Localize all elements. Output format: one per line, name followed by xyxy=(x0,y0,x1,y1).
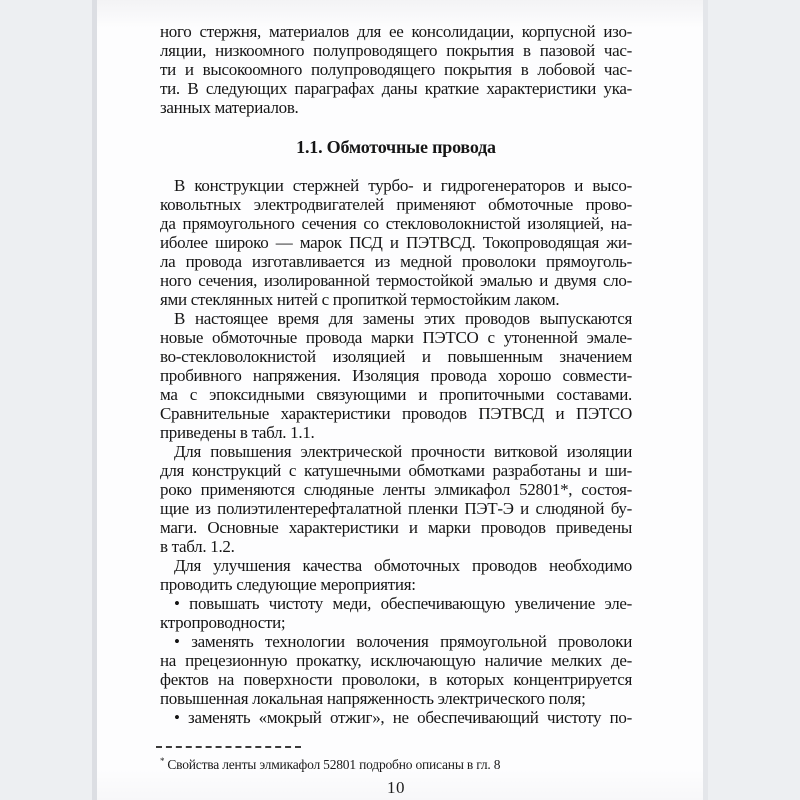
footnote-text: Свойства ленты элмикафол 52801 подробно описаны в гл. 8 xyxy=(167,757,501,772)
paragraph-construction: В конструкции стержней турбо- и гидрогенераторов и высо- ковольтных электродвигателей применяют обмоточные прово- да прямоугольного сечения со стекловолокнистой изоляцией, на- иболее широко — марок ПСД и ПЭТВСД. Токопроводящая жи- ла провода изготавливается из медной проволоки прямоуголь- ного сечения, изолированной термостойкой эмалью и двумя сло- ями стеклянных нитей с пропиткой термостойким лаком. xyxy=(160,176,632,309)
bullet-item-copper-purity: • повышать чистоту меди, обеспечивающую увеличение эле- ктропроводности; xyxy=(160,594,632,632)
footnote-block xyxy=(160,746,632,773)
page-text-block xyxy=(97,0,703,773)
footnote-separator-rule xyxy=(156,746,301,748)
bullet-item-wet-annealing: • заменять «мокрый отжиг», не обеспечивающий чистоту по- xyxy=(174,708,632,727)
page-number: 10 xyxy=(387,778,405,797)
footnote xyxy=(160,753,632,773)
paragraph-petso: В настоящее время для замены этих проводов выпускаются новые обмоточные провода марки ПЭТСО с утоненной эмале- во-стекловолокнистой изоляцией и повышенным значением пробивного напряжения. Изоляция провода хорошо совмести- ма с эпоксидными связующими и пропиточными составами. Сравнительные характеристики проводов ПЭТВСД и ПЭТСО приведены в табл. 1.1. xyxy=(160,309,632,442)
paragraph-mica-tapes: Для повышения электрической прочности витковой изоляции для конструкций с катушечными обмотками разработаны и ши- роко применяются слюдяные ленты элмикафол 52801*, состоя- щие из полиэтилентерефталатной пленки ПЭТ-Э и слюдяной бу- маги. Основные характеристики и марки проводов приведены в табл. 1.2. xyxy=(160,442,632,556)
footnote-marker: * xyxy=(160,756,165,766)
section-heading: 1.1. Обмоточные провода xyxy=(296,137,496,157)
bullet-item-precision-rolling: • заменять технологии волочения прямоугольной проволоки на прецезионную прокатку, исключающую наличие мелких де- фектов на поверхности проволоки, в которых концентрируется повышенная локальная напряженность электрического поля; xyxy=(160,632,632,708)
paragraph-intro-continuation: ного стержня, материалов для ее консолидации, корпусной изо- ляции, низкоомного полупроводящего покрытия в пазовой час- ти и высокоомного полупроводящего покрытия в лобовой час- ти. В следующих параграфах даны краткие характеристики ука- занных материалов. xyxy=(160,22,632,117)
book-page xyxy=(92,0,708,800)
paragraph-quality-measures: Для улучшения качества обмоточных проводов необходимо проводить следующие мероприятия: xyxy=(160,556,632,594)
